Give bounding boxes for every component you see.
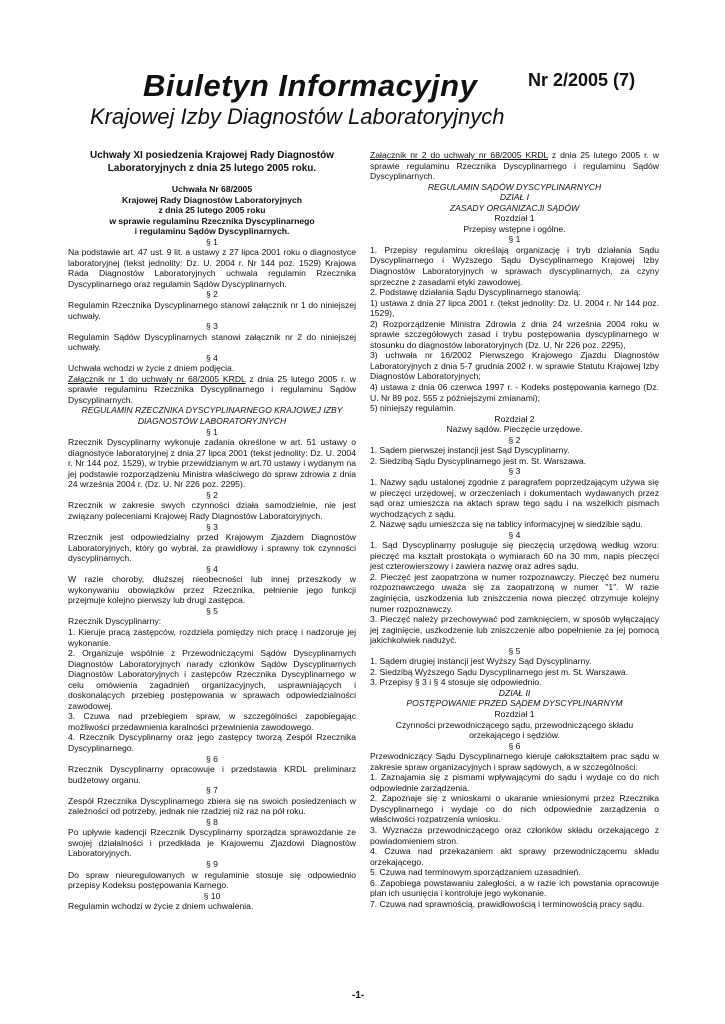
section-heading: § 3 [206, 321, 218, 332]
paragraph: 2) Rozporządzenie Ministra Zdrowia z dnia 24 września 2004 roku w sprawie szczegółowych zasad i trybu postępowania dyscyplinarnego w stosunku do diagnostów laboratoryjnych (Dz. U. Nr 226 poz. 2295), [370, 318, 659, 350]
paragraph-text: z dnia 25 lutego 2005 r. w sprawie regulaminu Rzecznika Dyscyplinarnego i regulaminu Sądów Dyscyplinarnych. [68, 373, 356, 405]
section-heading: Przepisy wstępne i ogólne. [463, 223, 566, 234]
paragraph: 5. Czuwa nad terminowym sporządzaniem uzasadnień. [370, 867, 581, 878]
paragraph: Regulamin Rzecznika Dyscyplinarnego stanowi załącznik nr 1 do niniejszej uchwały. [68, 300, 356, 321]
paragraph: Rzecznik Dyscyplinarny opracowuje i przedstawia KRDL preliminarz budżetowy organu. [68, 764, 356, 785]
publication-title: Biuletyn Informacyjny [143, 68, 478, 103]
paragraph: 2. Podstawę działania Sądu Dyscyplinarnego stanowią: [370, 287, 581, 298]
paragraph: 1. Przepisy regulaminu określają organizację i tryb działania Sądu Dyscyplinarnego i Wyższego Sądu Dyscyplinarnego Krajowej Izby Diagnostów Laboratoryjnych w sprawach dyscyplinarnych, za czyny sprzeczne z zasadami etyki zawodowej. [370, 244, 659, 287]
paragraph: 2. Siedzibą Sądu Dyscyplinarnego jest m. St. Warszawa. [370, 455, 587, 466]
attachment-reference: Załącznik nr 1 do uchwały nr 68/2005 KRDL [68, 373, 246, 384]
section-heading: z dnia 25 lutego 2005 roku [158, 205, 266, 216]
section-heading: § 4 [206, 563, 218, 574]
paragraph: 7. Czuwa nad sprawnością, prawidłowością i terminowością pracy sądu. [370, 898, 645, 909]
paragraph: 2. Nazwę sądu umieszcza się na tablicy informacyjnej w siedzibie sądu. [370, 519, 643, 530]
paragraph: 1) ustawa z dnia 27 lipca 2001 r. (tekst jednolity: Dz. U. 2004 r. Nr 144 poz. 1529), [370, 297, 659, 319]
paragraph: 1. Sąd Dyscyplinarny posługuje się pieczęcią urzędową według wzoru: pieczęć ma kształt prostokąta o wymiarach 60 na 30 mm, napis pieczęci jest czterowierszowy i zawiera nazwę oraz adres sądu. [370, 540, 659, 572]
section-heading: REGULAMIN RZECZNIKA DYSCYPLINARNEGO KRAJOWEJ IZBY DIAGNOSTÓW LABORATORYJNYCH [81, 405, 343, 427]
paragraph: Rzecznik jest odpowiedzialny przed Krajowym Zjazdem Diagnostów Laboratoryjnych, który go wybrał, za prawidłowy i sprawny tok czynności dyscyplinarnych. [68, 532, 356, 564]
section-heading: § 1 [206, 426, 218, 437]
paragraph: Po upływie kadencji Rzecznik Dyscyplinarny sporządza sprawozdanie ze swojej działalności i przedkłada je Krajowemu Zjazdowi Diagnostów Laboratoryjnych. [68, 827, 356, 859]
paragraph: 3. Wyznacza przewodniczącego oraz członków składu orzekającego z powiadomieniem stron. [370, 825, 659, 846]
section-heading: REGULAMIN SĄDÓW DYSCYPLINARNYCH [427, 181, 602, 192]
section-heading: § 3 [508, 466, 521, 477]
section-heading: Krajowej Rady Diagnostów Laboratoryjnych [121, 194, 303, 205]
paragraph: 3) uchwała nr 16/2002 Pierwszego Krajowego Zjazdu Diagnostów Laboratoryjnych z dnia 5-7 grudnia 2002 r. w sprawie Statutu Krajowej Izby Diagnostów Laboratoryjnych; [370, 350, 659, 382]
paragraph: Uchwała wchodzi w życie z dniem podjęcia. [68, 363, 235, 374]
section-heading: § 2 [206, 289, 218, 300]
section-heading: POSTĘPOWANIE PRZED SĄDEM DYSCYPLINARNYM [406, 698, 623, 709]
section-heading: Uchwała Nr 68/2005 [171, 184, 253, 194]
section-heading: ZASADY ORGANIZACJI SĄDÓW [449, 202, 580, 213]
section-heading: DZIAŁ I [499, 192, 530, 203]
section-heading: § 2 [206, 489, 218, 500]
paragraph: 4. Rzecznik Dyscyplinarny oraz jego zastępcy tworzą Zespół Rzecznika Dyscyplinarnego. [68, 732, 356, 753]
paragraph: 3. Przepisy § 3 i § 4 stosuje się odpowiednio. [370, 677, 542, 688]
section-heading: § 1 [206, 236, 218, 247]
section-heading: Rozdział 2 [494, 413, 535, 424]
section-heading: § 10 [203, 890, 221, 901]
paragraph: Rzecznik Dyscyplinarny: [68, 616, 162, 627]
section-heading: § 1 [508, 234, 521, 245]
paragraph: Do spraw nieuregulowanych w regulaminie stosuje się odpowiednio przepisy Kodeksu postępowania Karnego. [68, 869, 356, 891]
attachment-reference: Załącznik nr 2 do uchwały nr 68/2005 KRDL [370, 150, 548, 160]
section-heading: § 7 [206, 785, 218, 796]
paragraph: 6. Zapobiega powstawaniu zaległości, a w razie ich powstania opracowuje plan ich usunięcia i kontroluje jego wykonanie. [370, 877, 659, 899]
paragraph: 1. Sądem drugiej instancji jest Wyższy Sąd Dyscyplinarny. [370, 656, 592, 667]
spacer [68, 175, 356, 184]
left-column [68, 150, 356, 912]
paragraph: 3. Czuwa nad przebiegiem spraw, w szczególności zapobiegając możliwości przedawnienia karalności przewinienia zawodowego. [68, 711, 356, 732]
section-heading: Rozdział 1 [494, 213, 535, 224]
paragraph: Przewodniczący Sądu Dyscyplinarnego kieruje całokształtem prac sądu w zakresie spraw organizacyjnych i spraw sądowych, a w szczególności: [370, 751, 659, 772]
section-heading: w sprawie regulaminu Rzecznika Dyscyplinarnego [109, 215, 315, 226]
section-heading: § 5 [206, 605, 218, 616]
page-number: -1- [352, 990, 365, 1001]
paragraph: 2. Zapoznaje się z wnioskami o ukaranie wniesionymi przez Rzecznika Dyscyplinarnego i wydaje co do nich odpowiednie zarządzenia o właściwości rozpatrzenia wniosku. [370, 793, 659, 825]
paragraph: Regulamin wchodzi w życie z dniem uchwalenia. [68, 901, 254, 912]
paragraph: W razie choroby, dłuższej nieobecności lub innej przeszkody w wykonywaniu obowiązków przez Rzecznika, pełnienie jego funkcji przejmuje kolejno pierwszy lub drugi zastępca. [68, 574, 356, 606]
section-heading: Nazwy sądów. Pieczęcie urzędowe. [446, 424, 583, 435]
paragraph: 1. Kieruje pracą zastępców, rozdziela pomiędzy nich pracę i nadzoruje jej wykonanie. [68, 626, 356, 648]
section-heading: § 6 [206, 753, 218, 764]
section-heading: § 4 [206, 352, 218, 363]
section-heading: DZIAŁ II [498, 687, 531, 698]
section-heading: § 6 [508, 740, 521, 751]
paragraph: Regulamin Sądów Dyscyplinarnych stanowi załącznik nr 2 do niniejszej uchwały. [68, 331, 356, 353]
publication-subtitle: Krajowej Izby Diagnostów Laboratoryjnych [90, 104, 505, 129]
section-heading: Czynności przewodniczącego sądu, przewodniczącego składu orzekającego i sędziów. [395, 719, 634, 741]
paragraph: 2. Organizuje wspólnie z Przewodniczącymi Sądów Dyscyplinarnych Diagnostów Laboratoryjnych narady członków Sądów Dyscyplinarnych Diagnostów Laboratoryjnych i zastępców Rzecznika Dyscyplinarnego w celu omówienia zagadnień organizacyjnych, usprawniających i doskonalących przebieg postępowania w sprawach odpowiedzialności zawodowej. [68, 648, 356, 711]
section-heading: Uchwały XI posiedzenia Krajowej Rady Diagnostów Laboratoryjnych z dnia 25 lutego 2005 roku. [90, 150, 334, 174]
section-heading: i regulaminu Sądów Dyscyplinarnych. [134, 226, 290, 237]
section-heading: § 9 [206, 859, 218, 869]
paragraph: 5) niniejszy regulamin. [370, 403, 456, 414]
paragraph: 3. Pieczęć należy przechowywać pod zamknięciem, w sposób wyłączający jej zaginięcie, uszkodzenie lub zniszczenie albo popełnienie za jej pomocą jakichkolwiek nadużyć. [370, 614, 659, 646]
issue-number: Nr 2/2005 (7) [528, 70, 636, 90]
paragraph: Rzecznik w zakresie swych czynności działa samodzielnie, nie jest związany poleceniami Krajowej Rady Diagnostów Laboratoryjnych. [68, 500, 356, 521]
section-heading: § 2 [508, 434, 521, 445]
section-heading: § 8 [206, 816, 218, 827]
paragraph [370, 150, 659, 182]
paragraph: 4. Czuwa nad przekazaniem akt sprawy przewodniczącemu składu orzekającego. [370, 846, 659, 867]
paragraph: Zespół Rzecznika Dyscyplinarnego zbiera się na swoich posiedzeniach w zależności od potrzeby, jednak nie rzadziej niż raz na pół roku. [68, 795, 356, 817]
section-heading: § 5 [508, 645, 521, 656]
paragraph [68, 374, 356, 406]
paragraph: 1. Sądem pierwszej instancji jest Sąd Dyscyplinarny. [370, 445, 570, 456]
section-heading: § 3 [206, 521, 218, 532]
paragraph: Na podstawie art. 47 ust. 9 lit. a ustawy z 27 lipca 2001 roku o diagnostyce laboratoryjnej (tekst jednolity: Dz. U. 2004 r. Nr 144 poz. 1529) Krajowa Rada Diagnostów Laboratoryjnych uchwala regulamin Rzecznika Dyscyplinarnego oraz regulamin Sądów Dyscyplinarnych. [68, 247, 356, 289]
section-heading: § 4 [508, 529, 521, 540]
paragraph: Rzecznik Dyscyplinarny wykonuje zadania określone w art. 51 ustawy o diagnostyce laboratoryjnej z dnia 27 lipca 2001 (tekst jednolity: Dz. U. 2004 r. Nr 144 poz. 1529), w trybie przewidzianym w art.70 ustawy i wydanym na jej podstawie rozporządzeniu Ministra właściwego do spraw zdrowia z dnia 24 września 2004 r. (Dz. U. Nr 226 poz. 2295). [68, 437, 356, 490]
paragraph: 1. Zaznajamia się z pismami wpływającymi do sądu i wydaje co do nich odpowiednie zarządzenia. [370, 772, 659, 793]
right-column [370, 150, 659, 909]
paragraph: 1. Nazwy sądu ustalonej zgodnie z paragrafem poprzedzającym używa się w pieczęci urzędowej, w orzeczeniach i dokumentach wydawanych przez sąd oraz umieszcza na aktach spraw tego sądu i na wszelkich pismach wychodzących z sądu. [370, 476, 659, 519]
paragraph: 4) ustawa z dnia 06 czerwca 1997 r. - Kodeks postępowania karnego (Dz. U. Nr 89 poz. 555 z późniejszymi zmianami); [370, 382, 659, 403]
section-heading: Rozdział 1 [494, 708, 535, 719]
paragraph: 2. Siedzibą Wyższego Sądu Dyscyplinarnego jest m. St. Warszawa. [370, 666, 629, 677]
paragraph-text: z dnia 25 lutego 2005 r. w sprawie regulaminu Rzecznika Dyscyplinarnego i regulaminu Sądów Dyscyplinarnych. [370, 150, 659, 182]
paragraph: 2. Pieczęć jest zaopatrzona w numer rozpoznawczy. Pieczęć bez numeru rozpoznawczego uważa się za zaopatrzoną w numer "1". W razie zaginięcia, uszkodzenia lub zniszczenia nowa pieczęć otrzymuje kolejny numer rozpoznawczy. [370, 571, 659, 614]
